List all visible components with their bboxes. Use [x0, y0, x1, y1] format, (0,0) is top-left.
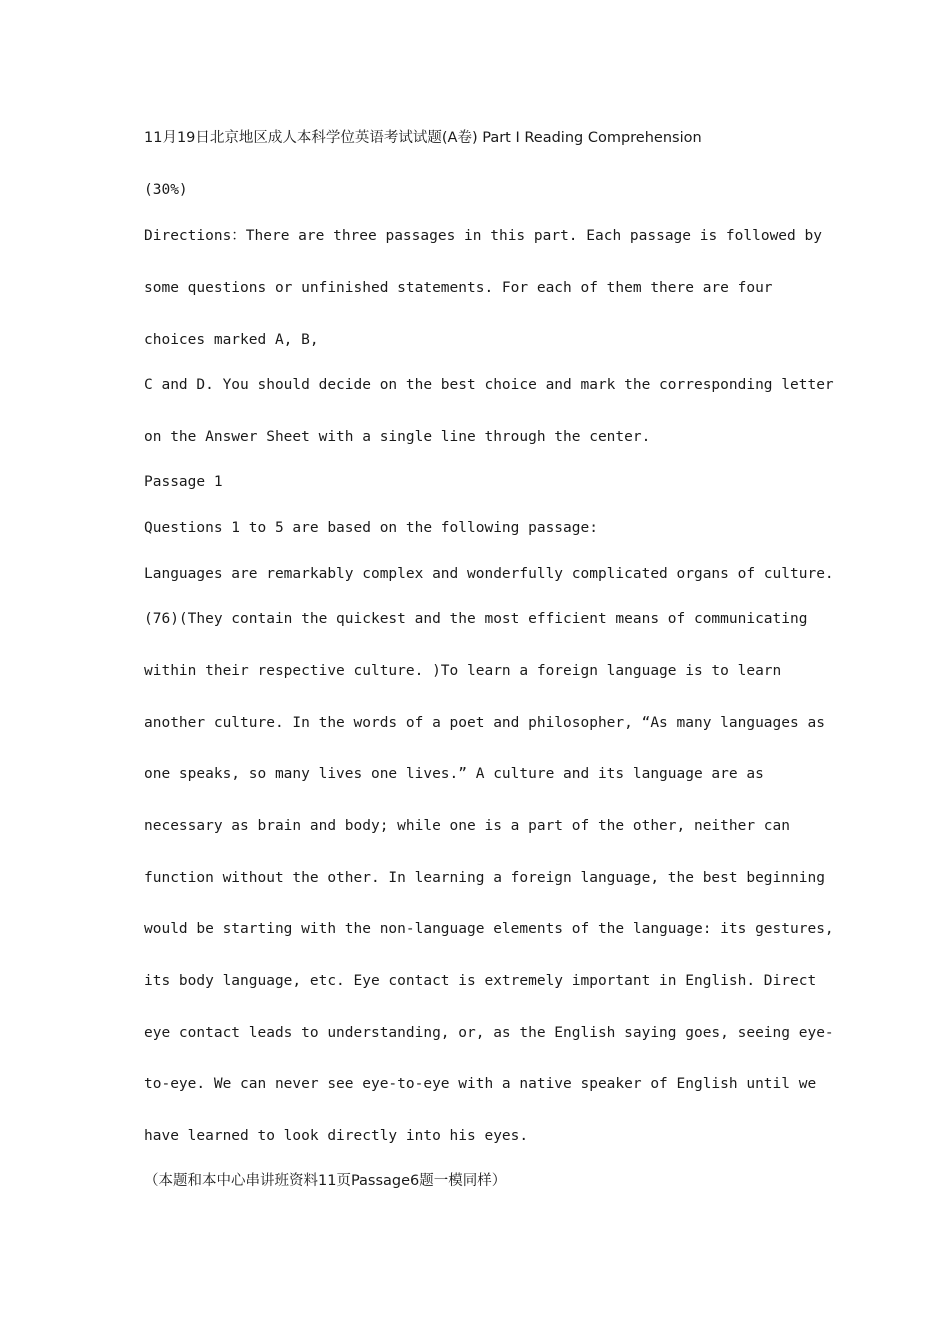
passage-heading: Passage 1	[144, 474, 223, 490]
passage-line-10: eye contact leads to understanding, or, as the English saying goes, seeing eye-	[144, 1025, 834, 1041]
passage-line-7: function without the other. In learning a foreign language, the best beginning	[144, 870, 825, 886]
passage-line-9: its body language, etc. Eye contact is extremely important in English. Direct	[144, 973, 817, 989]
exam-title-line: 11月19日北京地区成人本科学位英语考试试题(A卷) Part I Reading Comprehension	[144, 130, 702, 146]
passage-line-11: to-eye. We can never see eye-to-eye with a native speaker of English until we	[144, 1076, 817, 1092]
passage-line-4: another culture. In the words of a poet and philosopher, “As many languages as	[144, 715, 825, 731]
source-note: （本题和本中心串讲班资料11页Passage6题一模同样）	[144, 1173, 507, 1189]
directions-line-2: some questions or unfinished statements. For each of them there are four	[144, 280, 773, 296]
directions-line-5: on the Answer Sheet with a single line through the center.	[144, 429, 651, 445]
passage-line-12: have learned to look directly into his eyes.	[144, 1128, 529, 1144]
passage-line-2: (76)(They contain the quickest and the most efficient means of communicating	[144, 611, 808, 627]
passage-line-5: one speaks, so many lives one lives.” A culture and its language are as	[144, 766, 764, 782]
directions-line-3: choices marked A, B,	[144, 332, 319, 348]
passage-line-3: within their respective culture. )To learn a foreign language is to learn	[144, 663, 782, 679]
passage-line-6: necessary as brain and body; while one is a part of the other, neither can	[144, 818, 791, 834]
questions-intro: Questions 1 to 5 are based on the following passage:	[144, 520, 598, 536]
exam-title-percent: (30%)	[144, 182, 188, 198]
directions-line-4: C and D. You should decide on the best choice and mark the corresponding letter	[144, 377, 834, 393]
passage-line-1: Languages are remarkably complex and wonderfully complicated organs of culture.	[144, 566, 834, 582]
passage-line-8: would be starting with the non-language elements of the language: its gestures,	[144, 921, 834, 937]
directions-line-1: Directions：There are three passages in this part. Each passage is followed by	[144, 228, 822, 244]
